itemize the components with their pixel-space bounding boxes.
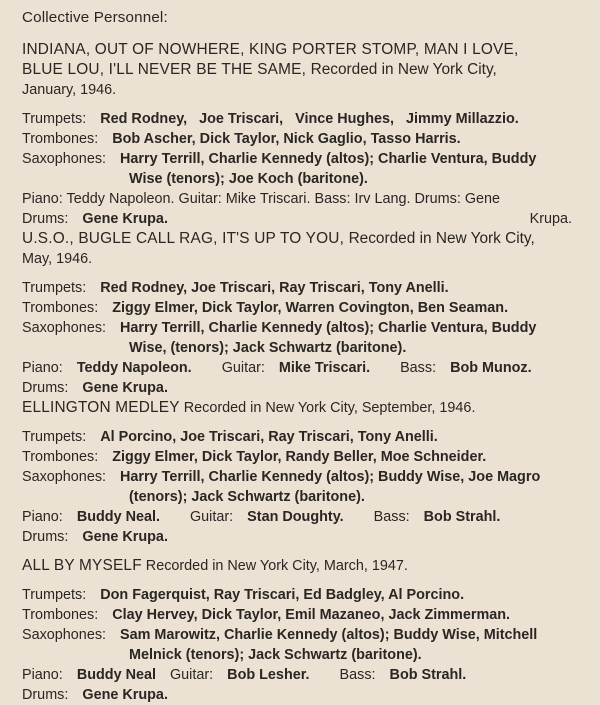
session-1-saxophones-cont: Wise (tenors); Joe Koch (baritone).: [129, 171, 368, 187]
session-4: [22, 556, 590, 705]
session-3-trombones: Trombones: Ziggy Elmer, Dick Taylor, Randy Beller, Moe Schneider.: [22, 449, 487, 465]
session-3-saxophones: Saxophones: Harry Terrill, Charlie Kennedy (altos); Buddy Wise, Joe Magro: [22, 469, 541, 485]
session-2-drums: Drums: Gene Krupa.: [22, 380, 168, 396]
session-3-rhythm: Piano: Buddy Neal. Guitar: Stan Doughty. Bass: Bob Strahl.: [22, 509, 501, 525]
session-3-heading: ELLINGTON MEDLEY Recorded in New York City, September, 1946.: [22, 399, 476, 416]
session-3-trumpets: Trumpets: Al Porcino, Joe Triscari, Ray Triscari, Tony Anelli.: [22, 429, 438, 445]
session-2-tracks: U.S.O., BUGLE CALL RAG, IT'S UP TO YOU, Recorded in New York City,: [22, 230, 535, 247]
session-2-rhythm: Piano: Teddy Napoleon. Guitar: Mike Triscari. Bass: Bob Munoz.: [22, 360, 532, 376]
session-4-saxophones-cont: Melnick (tenors); Jack Schwartz (baritone).: [129, 647, 422, 663]
session-3-saxophones-cont: (tenors); Jack Schwartz (baritone).: [129, 489, 365, 505]
session-2-date: May, 1946.: [22, 251, 93, 267]
session-2-saxophones-cont: Wise, (tenors); Jack Schwartz (baritone).: [129, 340, 407, 356]
session-1-date: January, 1946.: [22, 82, 117, 98]
session-1: [22, 40, 590, 229]
session-2-trombones: Trombones: Ziggy Elmer, Dick Taylor, Warren Covington, Ben Seaman.: [22, 300, 509, 316]
session-1-trumpets: Trumpets: Red Rodney, Joe Triscari, Vince Hughes, Jimmy Millazzio.: [22, 111, 519, 127]
session-4-heading: ALL BY MYSELF Recorded in New York City, March, 1947.: [22, 557, 408, 574]
session-2: [22, 229, 590, 398]
session-4-drums: Drums: Gene Krupa.: [22, 687, 168, 703]
session-1-tracks-line2: BLUE LOU, I'LL NEVER BE THE SAME, Recorded in New York City,: [22, 61, 497, 78]
session-2-trumpets: Trumpets: Red Rodney, Joe Triscari, Ray Triscari, Tony Anelli.: [22, 280, 449, 296]
session-1-trombones: Trombones: Bob Ascher, Dick Taylor, Nick Gaglio, Tasso Harris.: [22, 131, 461, 147]
session-1-drums: Drums: Gene Krupa. Krupa.: [22, 211, 572, 227]
session-4-saxophones: Saxophones: Sam Marowitz, Charlie Kennedy (altos); Buddy Wise, Mitchell: [22, 627, 538, 643]
session-1-tracks-line1: INDIANA, OUT OF NOWHERE, KING PORTER STOMP, MAN I LOVE,: [22, 41, 519, 58]
session-3: [22, 398, 590, 547]
session-3-drums: Drums: Gene Krupa.: [22, 529, 168, 545]
session-4-trumpets: Trumpets: Don Fagerquist, Ray Triscari, Ed Badgley, Al Porcino.: [22, 587, 465, 603]
session-1-rhythm: Piano: Teddy Napoleon. Guitar: Mike Triscari. Bass: Irv Lang. Drums: Gene: [22, 191, 501, 207]
session-4-trombones: Trombones: Clay Hervey, Dick Taylor, Emil Mazaneo, Jack Zimmerman.: [22, 607, 511, 623]
session-2-saxophones: Saxophones: Harry Terrill, Charlie Kennedy (altos); Charlie Ventura, Buddy: [22, 320, 537, 336]
session-4-rhythm: Piano: Buddy Neal Guitar: Bob Lesher. Bass: Bob Strahl.: [22, 667, 467, 683]
session-1-saxophones: Saxophones: Harry Terrill, Charlie Kennedy (altos); Charlie Ventura, Buddy: [22, 151, 537, 167]
collective-personnel-heading: Collective Personnel:: [22, 9, 168, 26]
